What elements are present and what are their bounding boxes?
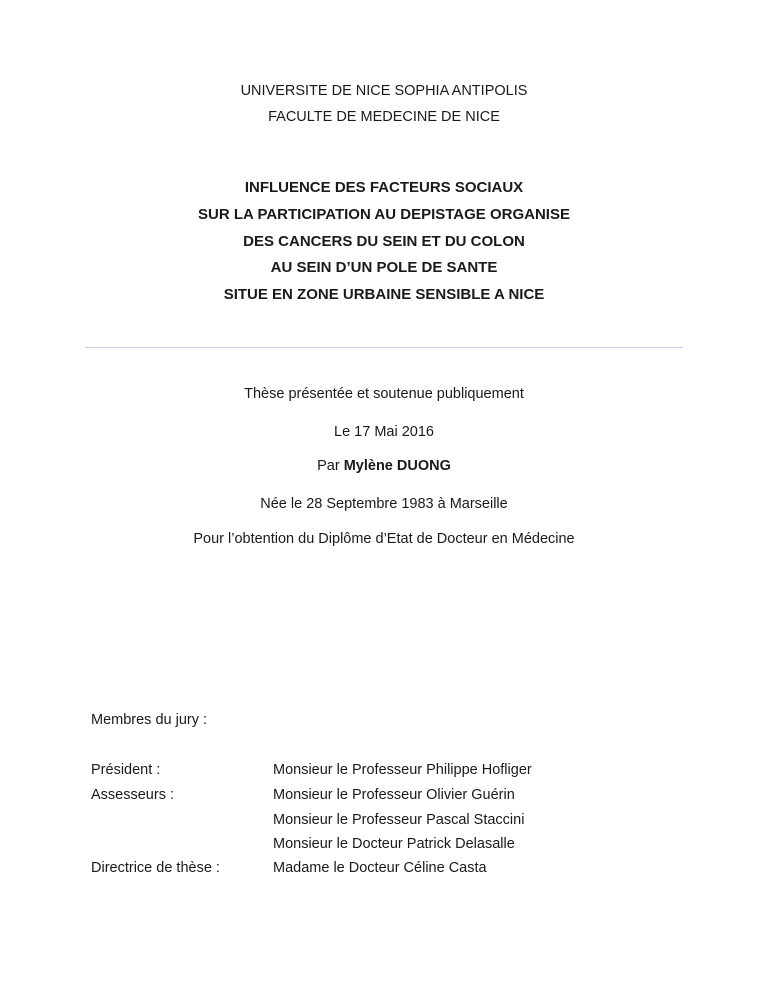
assessor-3: Monsieur le Docteur Patrick Delasalle <box>273 836 515 852</box>
birth-info: Née le 28 Septembre 1983 à Marseille <box>260 496 508 512</box>
assessor-2: Monsieur le Professeur Pascal Staccini <box>273 812 525 828</box>
title-line-1: INFLUENCE DES FACTEURS SOCIAUX <box>244 179 524 196</box>
assessors-label: Assesseurs : <box>91 787 174 803</box>
divider-rule <box>85 347 683 348</box>
president-label: Président : <box>91 762 161 778</box>
author-prefix: Par <box>317 458 340 474</box>
presentation-statement: Thèse présentée et soutenue publiquement <box>244 386 524 402</box>
title-line-2: SUR LA PARTICIPATION AU DEPISTAGE ORGANISE <box>198 206 570 223</box>
title-line-4: AU SEIN D’UN POLE DE SANTE <box>270 259 498 276</box>
defense-date: Le 17 Mai 2016 <box>334 424 434 440</box>
title-line-5: SITUE EN ZONE URBAINE SENSIBLE A NICE <box>223 286 545 303</box>
author-line <box>0 457 768 475</box>
president-name: Monsieur le Professeur Philippe Hofliger <box>273 762 532 778</box>
title-line-3: DES CANCERS DU SEIN ET DU COLON <box>243 233 525 250</box>
faculty-name: FACULTE DE MEDECINE DE NICE <box>268 109 500 125</box>
director-label: Directrice de thèse : <box>91 860 220 876</box>
director-name: Madame le Docteur Céline Casta <box>273 860 487 876</box>
author-name: Mylène DUONG <box>343 458 451 474</box>
degree-purpose: Pour l’obtention du Diplôme d’Etat de Docteur en Médecine <box>193 531 575 547</box>
jury-heading: Membres du jury : <box>91 712 208 728</box>
university-name: UNIVERSITE DE NICE SOPHIA ANTIPOLIS <box>240 83 528 99</box>
assessor-1: Monsieur le Professeur Olivier Guérin <box>273 787 515 803</box>
